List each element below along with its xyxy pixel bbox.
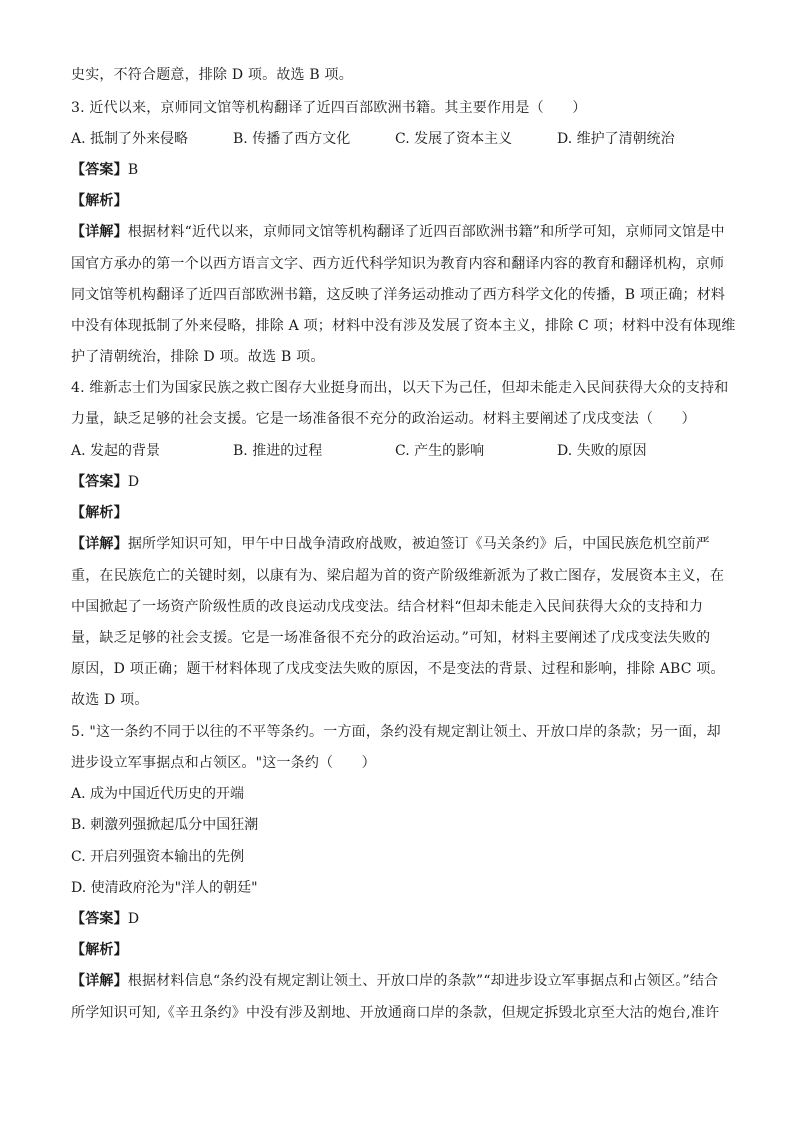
text-line: 史实，不符合题意，排除 D 项。故选 B 项。	[71, 67, 353, 83]
answer-value: D	[127, 474, 140, 490]
q3-explanation-line	[71, 222, 723, 242]
q3-option-c: C. 发展了资本主义	[395, 131, 513, 147]
q4-explanation-line: 原因，D 项正确；题干材料体现了戊戌变法失败的原因，不是变法的背景、过程和影响，排除 ABC 项。	[71, 661, 725, 677]
answer-value: D	[127, 911, 140, 927]
answer-label: 【答案】	[71, 911, 128, 927]
q5-explanation-line	[71, 971, 723, 991]
q3-explanation-text: 根据材料“近代以来，京师同文馆等机构翻译了近四百部欧洲书籍”和所学可知，京师同文馆是中	[127, 224, 725, 240]
q4-option-d: D. 失败的原因	[557, 443, 647, 459]
q3-explanation-line: 护了清朝统治，排除 D 项。故选 B 项。	[71, 349, 325, 365]
q5-analysis-label: 【解析】	[71, 942, 128, 958]
q4-option-b: B. 推进的过程	[233, 443, 323, 459]
detail-label: 【详解】	[71, 973, 128, 989]
answer-value: B	[127, 162, 139, 178]
question-4-stem: 力量，缺乏足够的社会支援。它是一场准备很不充分的政治运动。材料主要阐述了戊戌变法（ ）	[71, 411, 696, 427]
q3-answer	[71, 160, 723, 180]
q4-analysis-label: 【解析】	[71, 505, 128, 521]
q3-explanation-line: 国官方承办的第一个以西方语言文字、西方近代科学知识为教育内容和翻译内容的教育和翻译机构，京师	[71, 256, 725, 272]
answer-label: 【答案】	[71, 162, 128, 178]
answer-label: 【答案】	[71, 474, 128, 490]
q5-option-b: B. 刺激列强掀起瓜分中国狂潮	[71, 817, 259, 833]
q4-option-c: C. 产生的影响	[395, 443, 485, 459]
question-5-stem: 5. "这一条约不同于以往的不平等条约。一方面，条约没有规定割让领土、开放口岸的条款；另一面，却	[71, 724, 721, 740]
q5-option-d: D. 使清政府沦为"洋人的朝廷"	[71, 880, 258, 896]
q3-option-d: D. 维护了清朝统治	[557, 131, 675, 147]
q3-analysis-label: 【解析】	[71, 193, 128, 209]
q5-answer	[71, 909, 723, 929]
q5-explanation-line: 所学知识可知,《辛丑条约》中没有涉及割地、开放通商口岸的条款，但规定拆毁北京至大沽的炮台,准许	[71, 1005, 720, 1021]
q4-explanation-line: 量，缺乏足够的社会支援。它是一场准备很不充分的政治运动。”可知，材料主要阐述了戊戌变法失败的	[71, 630, 711, 646]
q4-explanation-line	[71, 534, 723, 554]
detail-label: 【详解】	[71, 536, 128, 552]
q3-explanation-line: 中没有体现抵制了外来侵略，排除 A 项；材料中没有涉及发展了资本主义，排除 C 项；材料中没有体现维	[71, 318, 736, 334]
question-4-stem: 4. 维新志士们为国家民族之救亡图存大业挺身而出，以天下为己任，但却未能走入民间获得大众的支持和	[71, 380, 729, 396]
detail-label: 【详解】	[71, 224, 128, 240]
question-3-stem: 3. 近代以来，京师同文馆等机构翻译了近四百部欧洲书籍。其主要作用是（ ）	[71, 100, 587, 116]
q3-option-b: B. 传播了西方文化	[233, 131, 351, 147]
question-5-stem: 进步设立军事据点和占领区。"这一条约（ ）	[71, 755, 376, 771]
q3-explanation-line: 同文馆等机构翻译了近四百部欧洲书籍，这反映了洋务运动推动了西方科学文化的传播，B 项正确；材料	[71, 287, 726, 303]
q4-explanation-text: 据所学知识可知，甲午中日战争清政府战败，被迫签订《马关条约》后，中国民族危机空前严	[127, 536, 711, 552]
q4-option-a: A. 发起的背景	[71, 443, 161, 459]
q4-explanation-line: 中国掀起了一场资产阶级性质的改良运动戊戌变法。结合材料“但却未能走入民间获得大众的支持和力	[71, 599, 704, 615]
q5-option-c: C. 开启列强资本输出的先例	[71, 849, 245, 865]
q4-explanation-line: 故选 D 项。	[71, 692, 149, 708]
q5-option-a: A. 成为中国近代历史的开端	[71, 786, 245, 802]
q4-answer	[71, 472, 723, 492]
q3-option-a: A. 抵制了外来侵略	[71, 131, 189, 147]
q5-explanation-text: 根据材料信息“条约没有规定割让领土、开放口岸的条款”“却进步设立军事据点和占领区。”结合	[127, 973, 719, 989]
q4-explanation-line: 重，在民族危亡的关键时刻，以康有为、梁启超为首的资产阶级维新派为了救亡图存，发展资本主义，在	[71, 568, 725, 584]
